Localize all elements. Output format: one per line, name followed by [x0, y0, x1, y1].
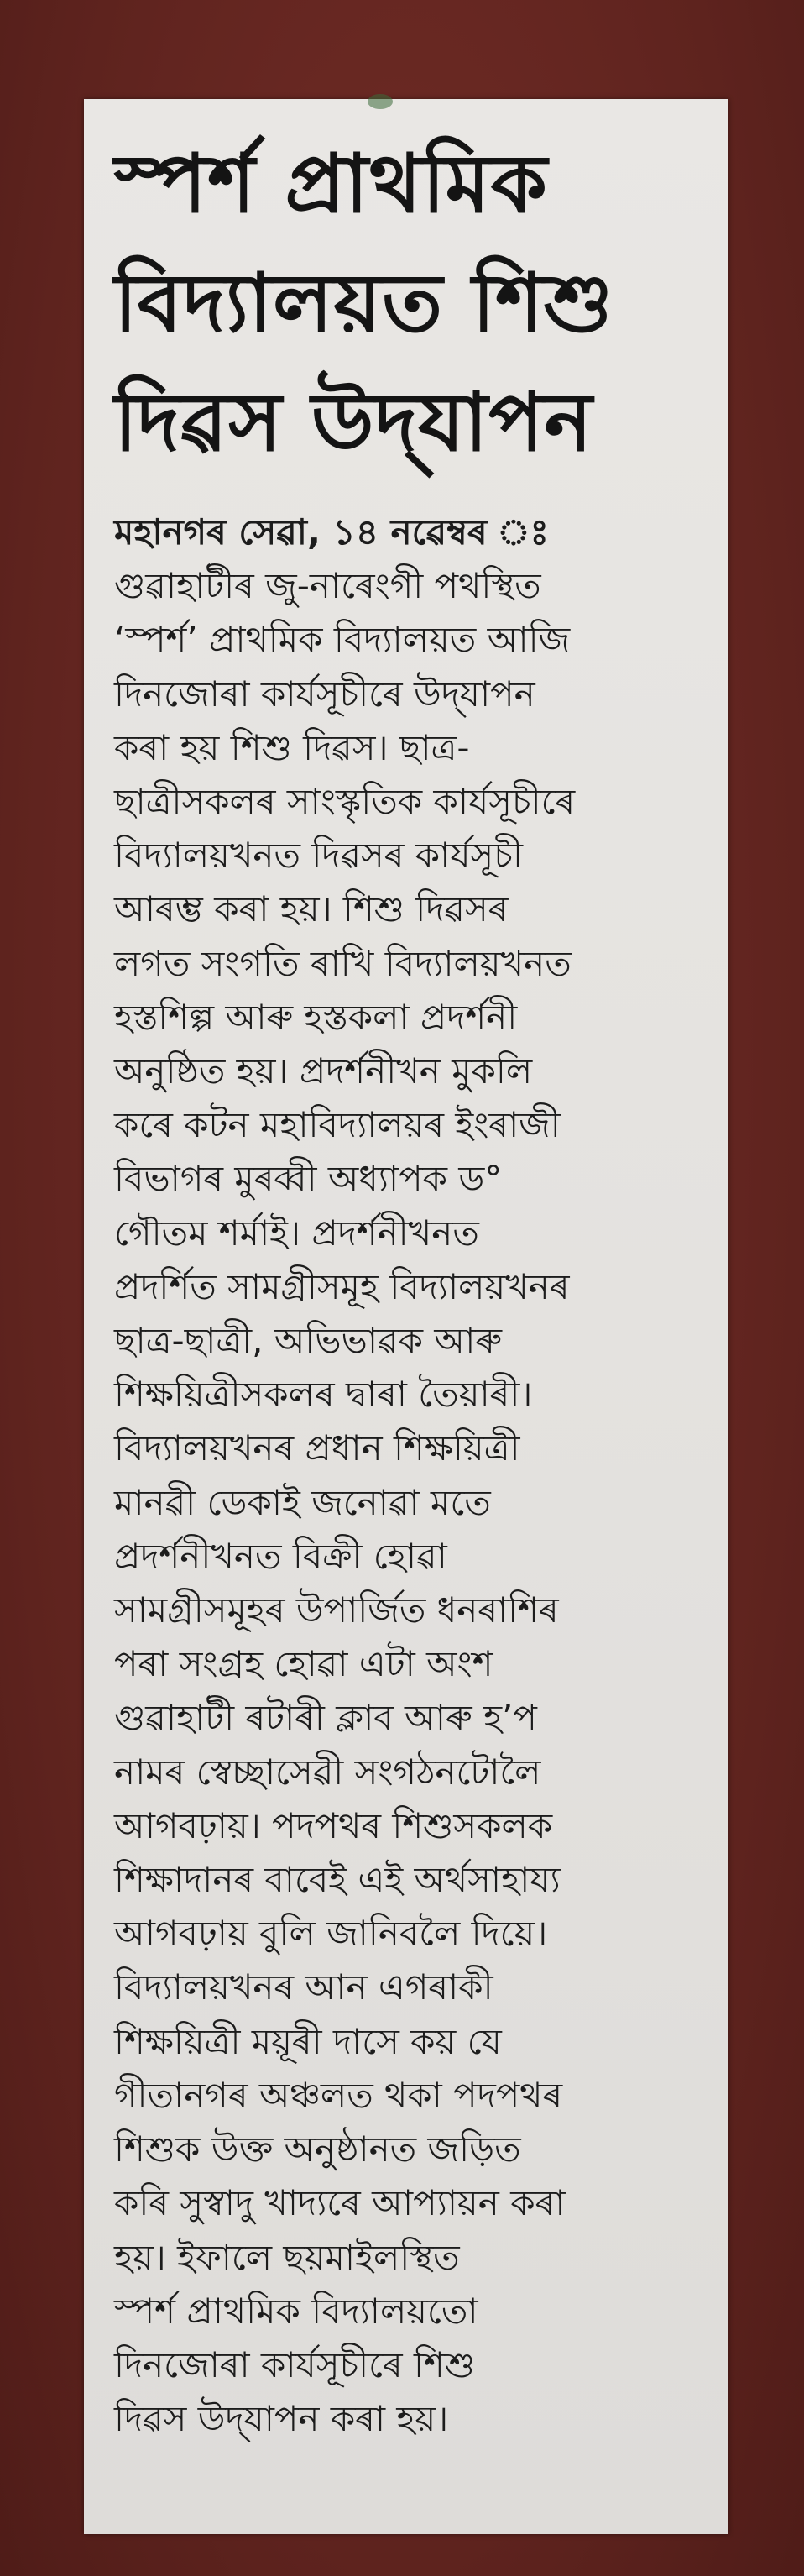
article-line: গৌতম শৰ্মাই। প্ৰদৰ্শনীখনত	[114, 1212, 479, 1254]
headline-line-1: স্পর্শ প্ৰাথমিক	[114, 137, 548, 231]
article-line: কৰা হয় শিশু দিৱস। ছাত্ৰ-	[114, 726, 470, 768]
article-line: শিশুক উক্ত অনুষ্ঠানত জড়িত	[114, 2128, 521, 2170]
headline-line-2: বিদ্যালয়ত শিশু	[114, 256, 614, 350]
article-line: বিভাগৰ মুৰব্বী অধ্যাপক ড°	[114, 1158, 503, 1200]
article-line: কৰি সুস্বাদু খাদ্যৰে আপ্যায়ন কৰা	[114, 2182, 566, 2224]
article-line: মানৱী ডেকাই জনোৱা মতে	[114, 1481, 491, 1523]
article-line: ছাত্ৰীসকলৰ সাংস্কৃতিক কাৰ্যসূচীৰে	[114, 781, 576, 823]
article-line: প্ৰদৰ্শিত সামগ্ৰীসমূহ বিদ্যালয়খনৰ	[114, 1265, 570, 1307]
newspaper-clipping	[84, 99, 728, 2534]
article-line: দিনজোৰা কাৰ্যসূচীৰে উদ্‌যাপন	[114, 673, 535, 715]
green-pin-mark	[368, 94, 393, 109]
article-line: সামগ্ৰীসমূহৰ উপাৰ্জিত ধনৰাশিৰ	[114, 1589, 559, 1631]
article-line: গুৱাহাটীৰ জু-নাৰেংগী পথস্থিত	[114, 565, 541, 607]
article-line: প্ৰদৰ্শনীখনত বিক্ৰী হোৱা	[114, 1535, 447, 1577]
article-line: আগবঢ়ায় বুলি জানিবলৈ দিয়ে।	[114, 1913, 548, 1955]
article-line: কৰে কটন মহাবিদ্যালয়ৰ ইংৰাজী	[114, 1104, 561, 1146]
article-line: হয়। ইফালে ছয়মাইলস্থিত	[114, 2236, 460, 2278]
article-line: পৰা সংগ্ৰহ হোৱা এটা অংশ	[114, 1643, 493, 1685]
article-line: ‘স্পৰ্শ’ প্ৰাথমিক বিদ্যালয়ত আজি	[114, 619, 571, 661]
article-line: বিদ্যালয়খনৰ আন এগৰাকী	[114, 1966, 493, 2008]
article-line: দিনজোৰা কাৰ্যসূচীৰে শিশু	[114, 2343, 476, 2385]
article-line: শিক্ষয়িত্ৰী ময়ূৰী দাসে কয় যে	[114, 2020, 502, 2062]
article-line: দিৱস উদ্‌যাপন কৰা হয়।	[114, 2398, 449, 2440]
dateline: মহানগৰ সেৱা, ১৪ নৱেম্বৰ ঃ	[114, 511, 549, 552]
article-line: গুৱাহাটী ৰটাৰী ক্লাব আৰু হ’প	[114, 1697, 537, 1739]
article-line: আগবঢ়ায়। পদপথৰ শিশুসকলক	[114, 1804, 553, 1846]
article-line: বিদ্যালয়খনত দিৱসৰ কাৰ্যসূচী	[114, 835, 523, 877]
article-body	[114, 505, 703, 2446]
article-line: নামৰ স্বেচ্ছাসেৱী সংগঠনটোলৈ	[114, 1751, 541, 1793]
article-line: শিক্ষয়িত্ৰীসকলৰ দ্বাৰা তৈয়াৰী।	[114, 1374, 533, 1416]
article-line: হস্তশিল্প আৰু হস্তকলা প্ৰদৰ্শনী	[114, 996, 518, 1038]
headline-line-3: দিৱস উদ্‌যাপন	[114, 375, 593, 469]
article-line: লগত সংগতি ৰাখি বিদ্যালয়খনত	[114, 942, 572, 984]
article-line: ছাত্ৰ-ছাত্ৰী, অভিভাৱক আৰু	[114, 1320, 502, 1362]
article-line: স্পৰ্শ প্ৰাথমিক বিদ্যালয়তো	[114, 2290, 478, 2332]
article-line: শিক্ষাদানৰ বাবেই এই অৰ্থসাহায্য	[114, 1859, 561, 1901]
article-line: অনুষ্ঠিত হয়। প্ৰদৰ্শনীখন মুকলি	[114, 1050, 533, 1092]
article-line: আৰম্ভ কৰা হয়। শিশু দিৱসৰ	[114, 888, 509, 930]
article-line: গীতানগৰ অঞ্চলত থকা পদপথৰ	[114, 2074, 563, 2116]
article-line: বিদ্যালয়খনৰ প্ৰধান শিক্ষয়িত্ৰী	[114, 1427, 520, 1469]
headline	[114, 124, 703, 482]
